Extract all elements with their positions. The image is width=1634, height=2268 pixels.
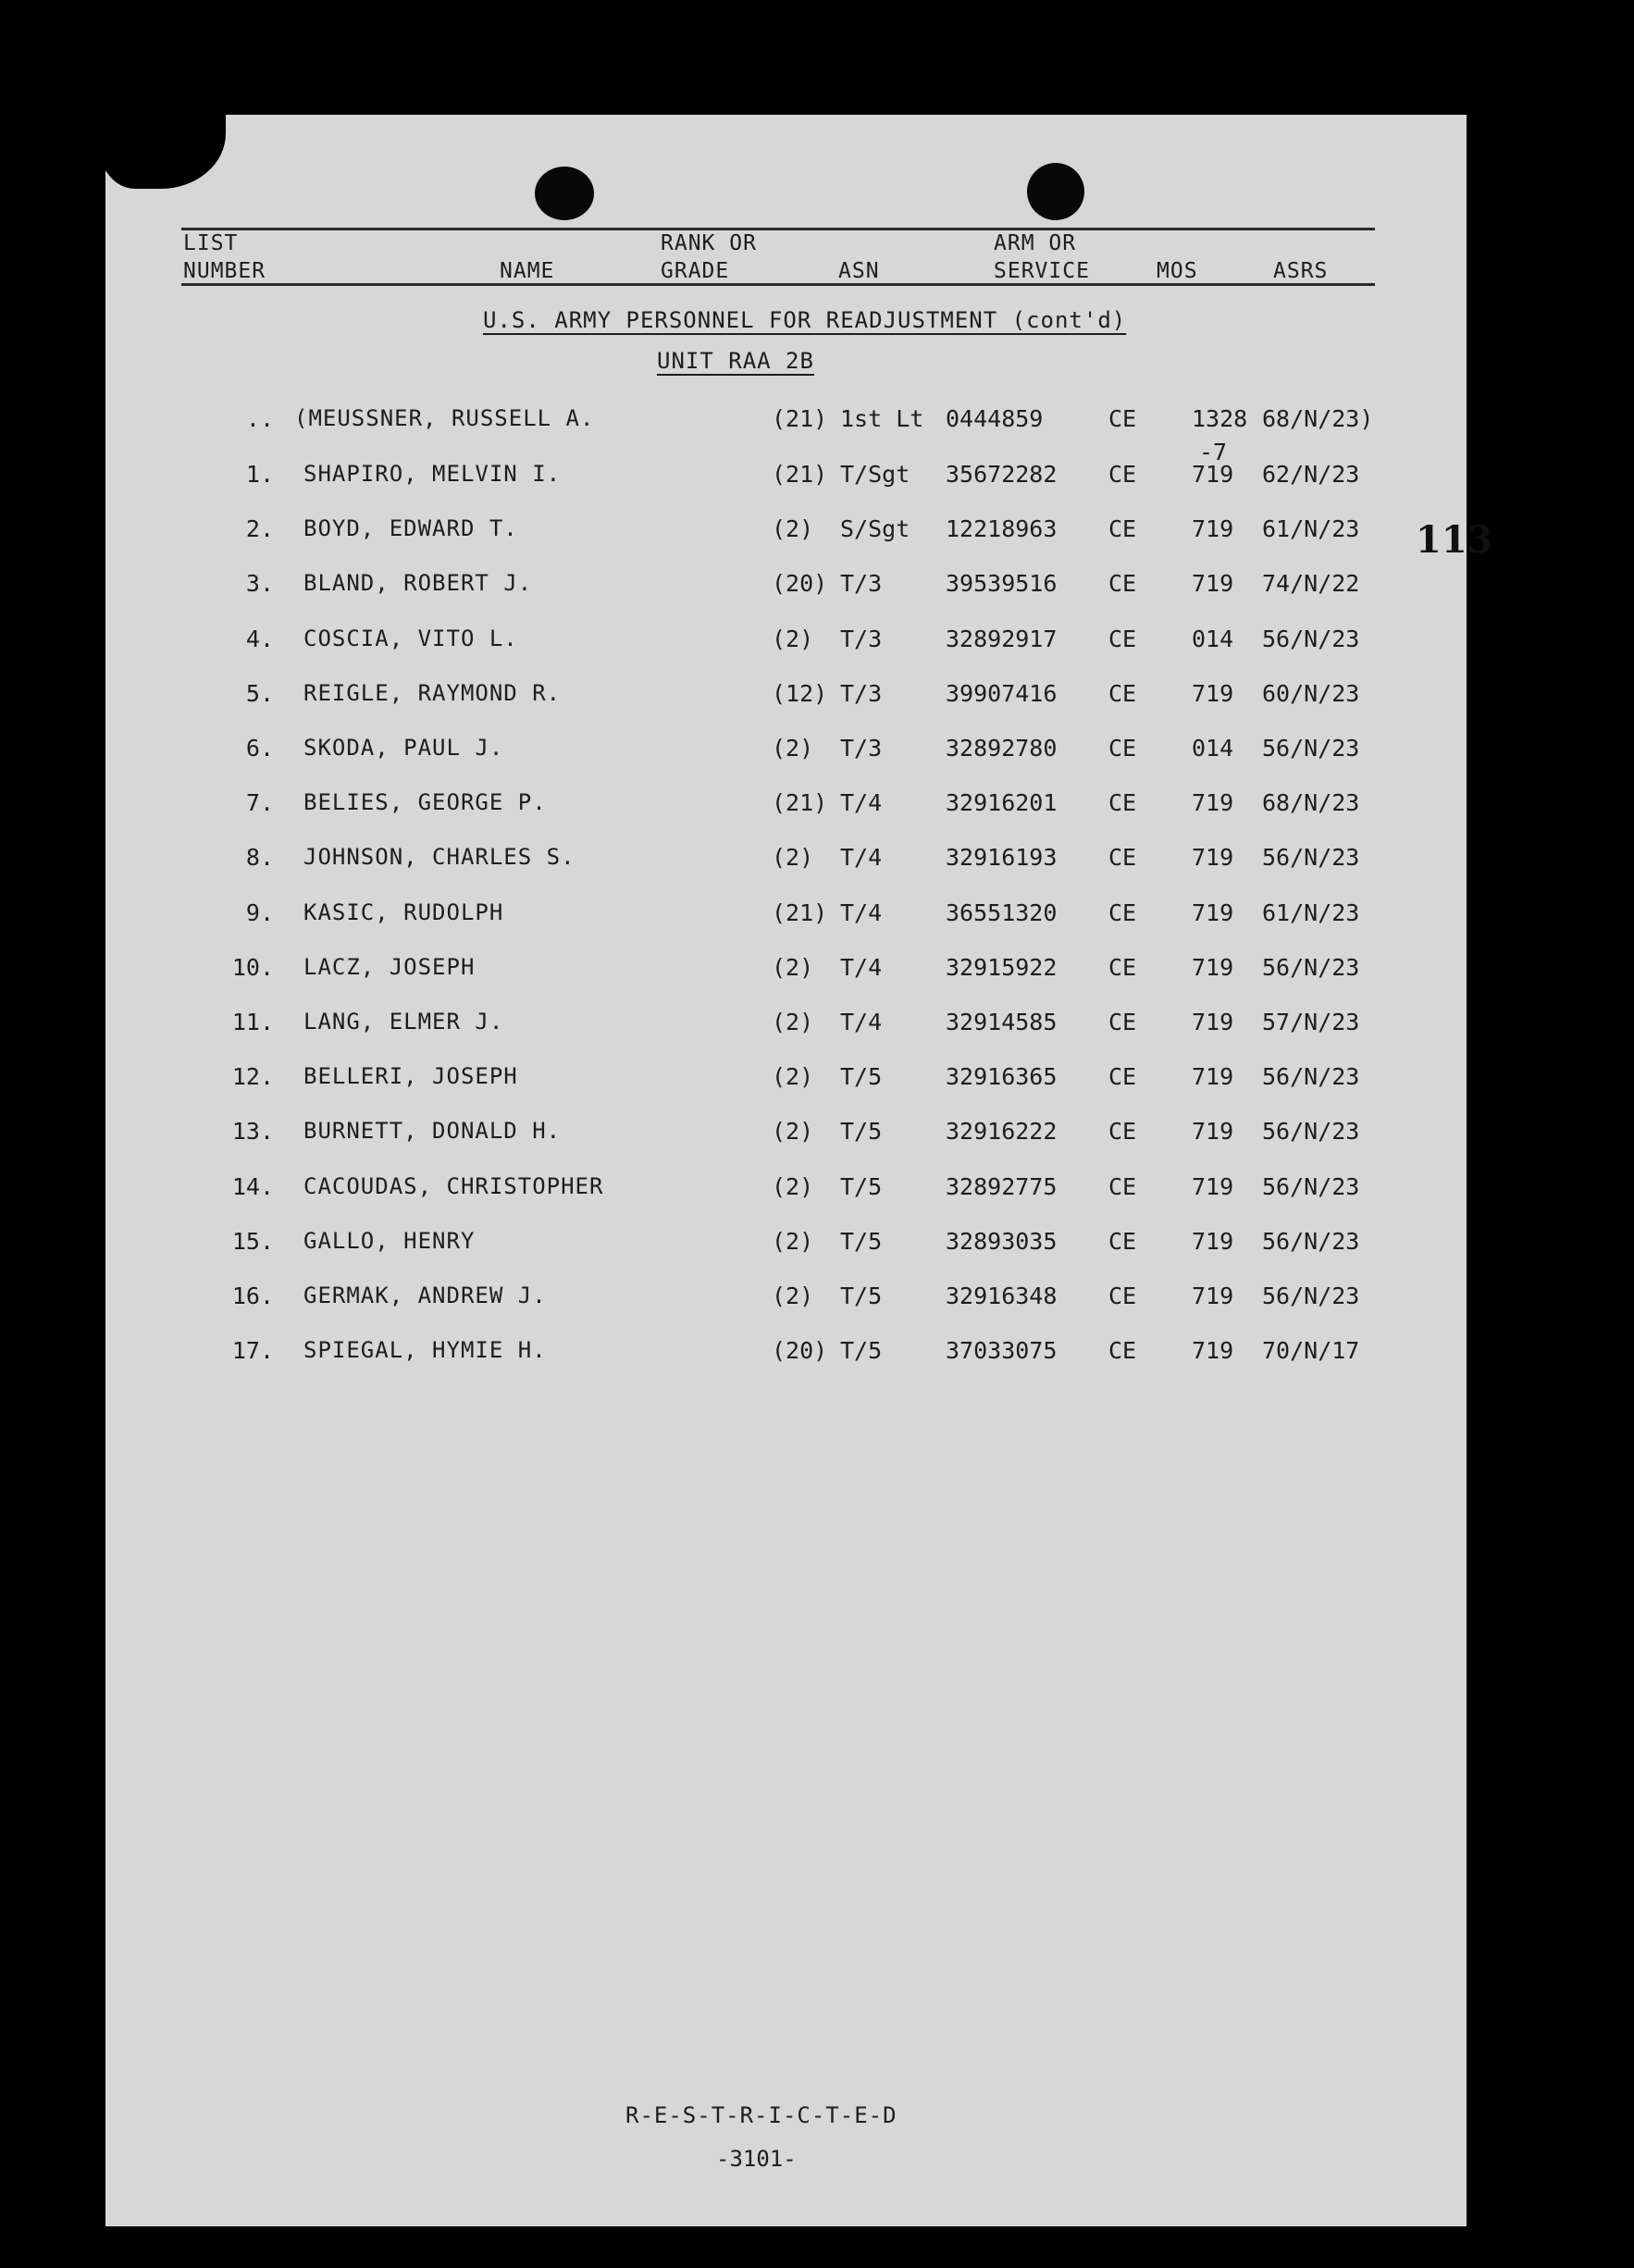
- asn: 35672282: [946, 461, 1058, 488]
- name: BOYD, EDWARD T.: [303, 515, 518, 542]
- asn: 32915922: [946, 953, 1058, 981]
- col-header-name: NAME: [500, 259, 555, 283]
- rank: T/5: [840, 1337, 883, 1365]
- list-number: 2.: [245, 515, 274, 543]
- mos: 719: [1192, 1172, 1234, 1200]
- rank: T/4: [840, 844, 883, 872]
- mos: 719: [1192, 1118, 1234, 1146]
- rank: T/3: [840, 679, 883, 707]
- asrs: 61/N/23: [1262, 899, 1360, 926]
- asrs: 56/N/23: [1262, 625, 1360, 652]
- rank: T/5: [840, 1227, 883, 1255]
- asn: 36551320: [946, 899, 1058, 926]
- table-row: [105, 1173, 1467, 1210]
- col-header-mos: MOS: [1157, 259, 1198, 283]
- name: COSCIA, VITO L.: [303, 625, 518, 651]
- list-number: 10.: [231, 953, 274, 981]
- arm-service: CE: [1108, 1009, 1137, 1035]
- rank: T/4: [840, 789, 883, 817]
- table-row: [105, 680, 1467, 717]
- table-row: [105, 515, 1467, 552]
- code: (2): [772, 1227, 814, 1255]
- rank: T/3: [840, 625, 883, 652]
- name: GERMAK, ANDREW J.: [303, 1283, 547, 1308]
- rank: T/4: [840, 953, 883, 981]
- asrs: 57/N/23: [1262, 1009, 1360, 1035]
- asn: 32893035: [946, 1227, 1058, 1255]
- code: (2): [772, 844, 814, 872]
- code: (2): [772, 515, 814, 543]
- list-number: 12.: [231, 1063, 274, 1091]
- arm-service: CE: [1108, 735, 1137, 762]
- list-number: 4.: [245, 625, 274, 652]
- mos: 719: [1192, 953, 1234, 981]
- arm-service: CE: [1108, 1337, 1137, 1365]
- code: (2): [772, 1172, 814, 1200]
- mos: 719: [1192, 1063, 1234, 1091]
- rank: T/5: [840, 1063, 883, 1091]
- name: KASIC, RUDOLPH: [303, 899, 504, 925]
- arm-service: CE: [1108, 953, 1137, 981]
- code: (21): [772, 789, 828, 817]
- table-row: [105, 735, 1467, 772]
- code: (20): [772, 1337, 828, 1365]
- asrs: 56/N/23: [1262, 1118, 1360, 1146]
- code: (12): [772, 679, 828, 707]
- name: BLAND, ROBERT J.: [303, 570, 533, 597]
- name: BELLERI, JOSEPH: [303, 1063, 518, 1090]
- table-row: [105, 1063, 1467, 1100]
- asrs: 60/N/23: [1262, 679, 1360, 707]
- list-number: 11.: [231, 1009, 274, 1035]
- mos: 719: [1192, 1283, 1234, 1309]
- table-row: [105, 1337, 1467, 1374]
- table-row: [105, 461, 1467, 498]
- asn: 32914585: [946, 1009, 1058, 1035]
- asrs: 56/N/23: [1262, 1172, 1360, 1200]
- page-stamp-number: 113: [1416, 518, 1493, 562]
- arm-service: CE: [1108, 899, 1137, 926]
- header-rule-top: [181, 228, 1375, 230]
- code: (2): [772, 1283, 814, 1309]
- mos: 719: [1192, 515, 1234, 543]
- name: LACZ, JOSEPH: [303, 953, 476, 980]
- asn: 32892780: [946, 735, 1058, 762]
- rank: T/5: [840, 1118, 883, 1146]
- rank: T/5: [840, 1172, 883, 1200]
- roster-row-first: [105, 405, 1467, 442]
- list-number: 9.: [245, 899, 274, 926]
- rank: T/5: [840, 1283, 883, 1309]
- arm-service: CE: [1108, 844, 1137, 872]
- rank: T/Sgt: [840, 461, 910, 488]
- table-row: [105, 1283, 1467, 1320]
- document-title: U.S. ARMY PERSONNEL FOR READJUSTMENT (cont'd): [483, 307, 1127, 333]
- name: CACOUDAS, CHRISTOPHER: [303, 1172, 604, 1199]
- asn: 32892775: [946, 1172, 1058, 1200]
- name: SKODA, PAUL J.: [303, 735, 504, 761]
- asn: 32916348: [946, 1283, 1058, 1309]
- col-header-rank: RANK OR GRADE: [661, 231, 757, 283]
- arm-service: CE: [1108, 789, 1137, 817]
- list-number: 8.: [245, 844, 274, 872]
- name: SPIEGAL, HYMIE H.: [303, 1337, 547, 1364]
- mos: 719: [1192, 899, 1234, 926]
- list-number: 7.: [245, 789, 274, 817]
- torn-corner: [98, 102, 226, 189]
- mos: 014: [1192, 625, 1234, 652]
- header-rule-bottom: [181, 283, 1375, 286]
- asn: 32916193: [946, 844, 1058, 872]
- asrs: 56/N/23: [1262, 844, 1360, 872]
- mos: 719: [1192, 461, 1234, 488]
- code: (21): [772, 899, 828, 926]
- col-header-asn: ASN: [838, 259, 880, 283]
- code: (2): [772, 735, 814, 762]
- asn: 32916222: [946, 1118, 1058, 1146]
- list-number: 13.: [231, 1118, 274, 1146]
- rank: T/4: [840, 1009, 883, 1035]
- asrs: 56/N/23: [1262, 735, 1360, 762]
- name: BURNETT, DONALD H.: [303, 1118, 562, 1145]
- rank: S/Sgt: [840, 515, 910, 543]
- list-number: 3.: [245, 570, 274, 598]
- code: (2): [772, 1063, 814, 1091]
- list-number: 17.: [231, 1337, 274, 1365]
- name: (MEUSSNER, RUSSELL A.: [294, 405, 595, 431]
- rank: T/4: [840, 899, 883, 926]
- unit-title: UNIT RAA 2B: [657, 348, 814, 374]
- punch-hole-right: [1027, 163, 1084, 220]
- code: (2): [772, 1118, 814, 1146]
- mos-suffix: -7: [1199, 439, 1228, 465]
- table-row: [105, 789, 1467, 826]
- col-header-arm-service: ARM OR SERVICE: [994, 231, 1090, 283]
- page-number: -3101-: [716, 2146, 797, 2172]
- name: SHAPIRO, MELVIN I.: [303, 461, 562, 487]
- arm-service: CE: [1108, 570, 1137, 598]
- table-row: [105, 570, 1467, 607]
- arm-service: CE: [1108, 1227, 1137, 1255]
- arm-service: CE: [1108, 1172, 1137, 1200]
- rank: T/3: [840, 735, 883, 762]
- table-row: [105, 844, 1467, 881]
- mos: 719: [1192, 844, 1234, 872]
- code: (2): [772, 953, 814, 981]
- asrs: 56/N/23: [1262, 1283, 1360, 1309]
- mos: 719: [1192, 679, 1234, 707]
- arm-service: CE: [1108, 461, 1137, 488]
- asn: 39539516: [946, 570, 1058, 598]
- table-row: [105, 1228, 1467, 1265]
- asrs: 70/N/17: [1262, 1337, 1360, 1365]
- restricted-marking: R-E-S-T-R-I-C-T-E-D: [625, 2102, 897, 2128]
- mos: 719: [1192, 1337, 1234, 1365]
- mos: 719: [1192, 570, 1234, 598]
- list-number: 15.: [231, 1227, 274, 1255]
- name: LANG, ELMER J.: [303, 1009, 504, 1035]
- asn: 39907416: [946, 679, 1058, 707]
- table-row: [105, 626, 1467, 663]
- code: (21): [772, 405, 828, 432]
- asrs: 61/N/23: [1262, 515, 1360, 543]
- arm-service: CE: [1108, 625, 1137, 652]
- table-row: [105, 954, 1467, 991]
- table-row: [105, 1009, 1467, 1046]
- col-header-list-number: LIST NUMBER: [183, 231, 266, 283]
- asn: 0444859: [946, 405, 1044, 432]
- table-row: [105, 899, 1467, 936]
- list-number: 6.: [245, 735, 274, 762]
- code: (2): [772, 625, 814, 652]
- asrs: 62/N/23: [1262, 461, 1360, 488]
- list-number: 14.: [231, 1172, 274, 1200]
- mos: 719: [1192, 1227, 1234, 1255]
- document-page: [105, 115, 1493, 2226]
- mos: 719: [1192, 1009, 1234, 1035]
- mos: 719: [1192, 789, 1234, 817]
- rank: T/3: [840, 570, 883, 598]
- arm-service: CE: [1108, 1118, 1137, 1146]
- asrs: 56/N/23: [1262, 1063, 1360, 1091]
- asn: 32916201: [946, 789, 1058, 817]
- asrs: 74/N/22: [1262, 570, 1360, 598]
- asn: 37033075: [946, 1337, 1058, 1365]
- arm-service: CE: [1108, 1063, 1137, 1091]
- asrs: 68/N/23): [1262, 405, 1374, 432]
- asn: 12218963: [946, 515, 1058, 543]
- mos: 014: [1192, 735, 1234, 762]
- arm-service: CE: [1108, 515, 1137, 543]
- name: REIGLE, RAYMOND R.: [303, 679, 562, 706]
- list-number: 5.: [245, 679, 274, 707]
- list-number: ..: [245, 405, 274, 432]
- asn: 32892917: [946, 625, 1058, 652]
- rank: 1st Lt: [840, 405, 924, 432]
- arm-service: CE: [1108, 1283, 1137, 1309]
- table-row: [105, 1118, 1467, 1155]
- col-header-asrs: ASRS: [1273, 259, 1329, 283]
- name: JOHNSON, CHARLES S.: [303, 844, 576, 871]
- list-number: 16.: [231, 1283, 274, 1309]
- punch-hole-left: [535, 167, 594, 220]
- list-number: 1.: [245, 461, 274, 488]
- arm-service: CE: [1108, 679, 1137, 707]
- arm-service: CE: [1108, 405, 1137, 432]
- asrs: 68/N/23: [1262, 789, 1360, 817]
- asrs: 56/N/23: [1262, 1227, 1360, 1255]
- code: (2): [772, 1009, 814, 1035]
- mos: 1328: [1192, 405, 1248, 432]
- name: GALLO, HENRY: [303, 1227, 476, 1254]
- asn: 32916365: [946, 1063, 1058, 1091]
- asrs: 56/N/23: [1262, 953, 1360, 981]
- code: (20): [772, 570, 828, 598]
- code: (21): [772, 461, 828, 488]
- name: BELIES, GEORGE P.: [303, 789, 547, 816]
